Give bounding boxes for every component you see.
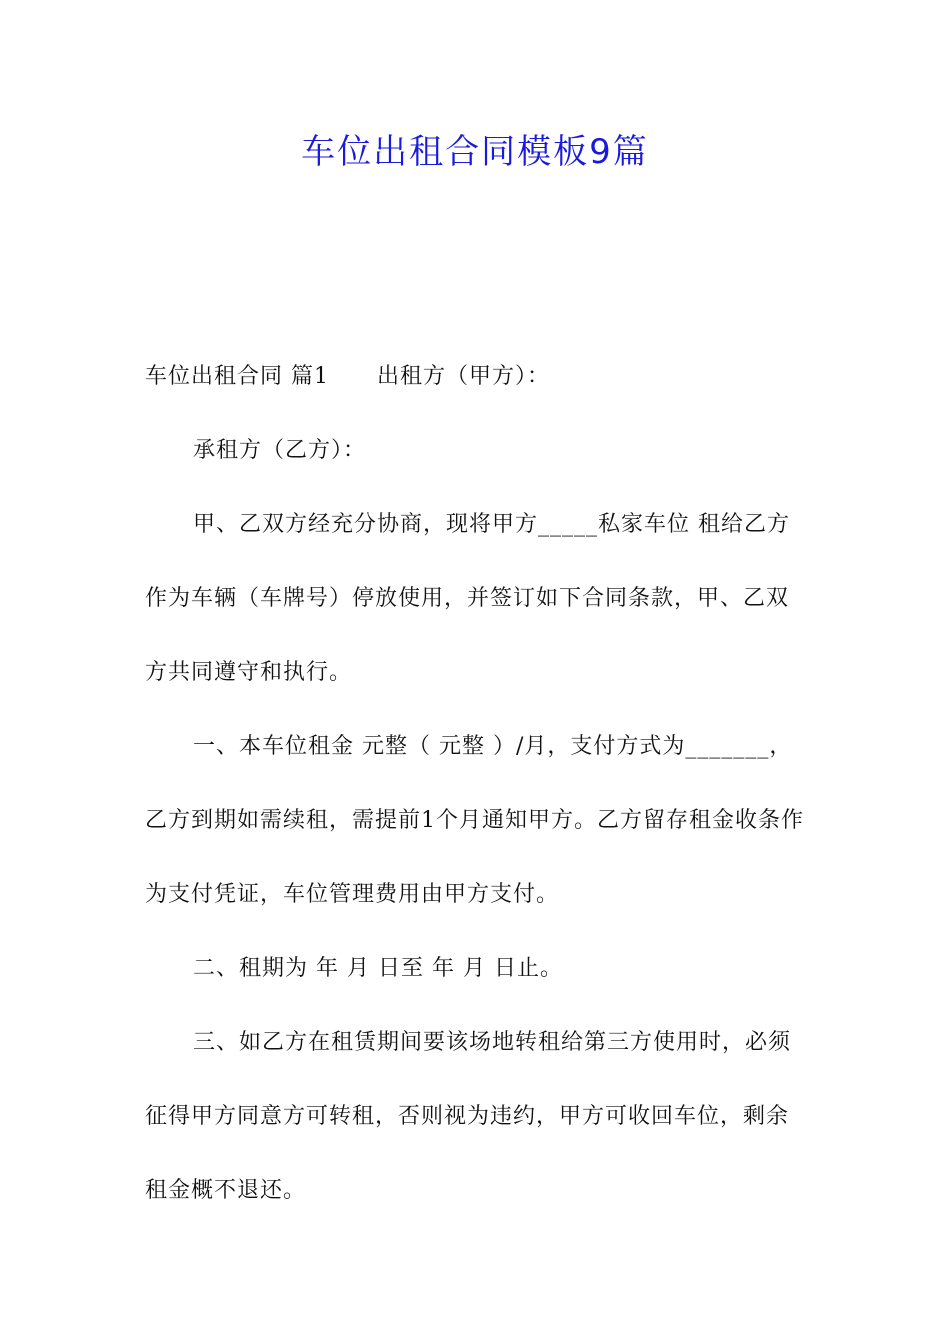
document-title: 车位出租合同模板9篇 bbox=[301, 132, 649, 172]
lessor-label: 出租方（甲方）： bbox=[377, 364, 551, 389]
paragraph-intro: 甲、乙双方经充分协商，现将甲方_____私家车位 租给乙方作为车辆（车牌号）停放使用，并签订如下合同条款，甲、乙双方共同遵守和执行。 bbox=[145, 512, 790, 685]
paragraph-contract-heading bbox=[145, 340, 810, 414]
document-body bbox=[145, 340, 810, 1228]
contract-section-label: 车位出租合同 篇1 bbox=[145, 364, 329, 389]
paragraph-lessee: 承租方（乙方）： bbox=[193, 438, 367, 463]
paragraph-clause-3: 三、如乙方在租赁期间要该场地转租给第三方使用时，必须征得甲方同意方可转租，否则视为违约，甲方可收回车位，剩余租金概不退还。 bbox=[145, 1030, 792, 1203]
paragraph-clause-1: 一、本车位租金 元整（ 元整 ）/月，支付方式为_______，乙方到期如需续租，需提前1个月通知甲方。乙方留存租金收条作为支付凭证，车位管理费用由甲方支付。 bbox=[145, 734, 804, 907]
paragraph-clause-2: 二、租期为 年 月 日至 年 月 日止。 bbox=[193, 956, 563, 981]
